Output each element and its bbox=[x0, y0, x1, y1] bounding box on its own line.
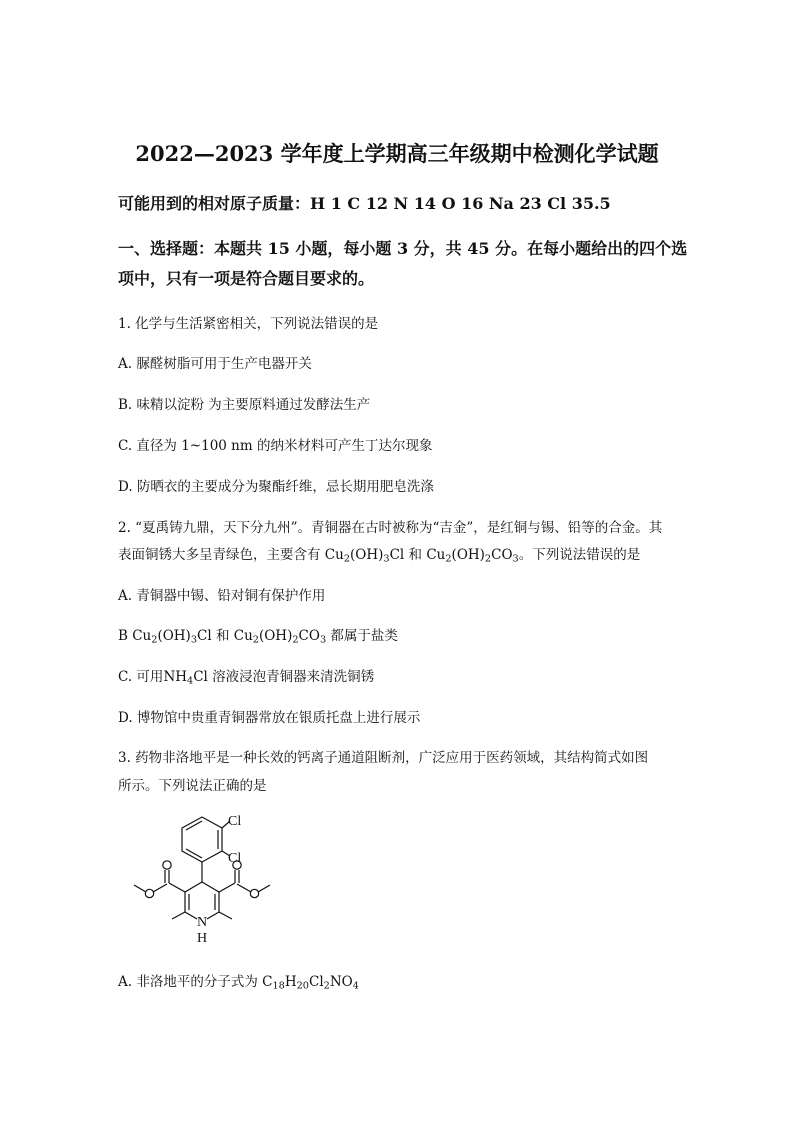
q1-option-a: A. 脲醛树脂可用于生产电器开关 bbox=[118, 356, 312, 372]
q3-stem-line1: 3. 药物非洛地平是一种长效的钙离子通道阻断剂，广泛应用于医药领域，其结构简式如图 bbox=[118, 750, 649, 766]
q1-option-c: C. 直径为 1~100 nm 的纳米材料可产生丁达尔现象 bbox=[118, 438, 433, 454]
hydrogen-label: H bbox=[197, 931, 208, 946]
q3-stem-line2: 所示。下列说法正确的是 bbox=[118, 778, 267, 794]
q2-stem-text: 表面铜锈大多呈青绿色，主要含有 bbox=[118, 547, 325, 563]
q2-stem-end: 。下列说法错误的是 bbox=[518, 547, 641, 563]
q2-option-a: A. 青铜器中锡、铅对铜有保护作用 bbox=[118, 588, 326, 604]
atomic-masses: 可能用到的相对原子质量：H 1 C 12 N 14 O 16 Na 23 Cl 35.5 bbox=[118, 194, 611, 213]
formula-cu2oh3cl: $Cu_2(OH)_3Cl$ bbox=[132, 628, 212, 646]
q2-stem-and: 和 bbox=[404, 547, 427, 563]
chlorine-label-bottom: Cl bbox=[228, 851, 242, 866]
q2-option-c-label: C. 可用 bbox=[118, 669, 164, 685]
section-heading-line2: 项中，只有一项是符合题目要求的。 bbox=[118, 269, 375, 288]
section-heading-line1: 一、选择题：本题共 15 小题，每小题 3 分，共 45 分。在每小题给出的四个选 bbox=[118, 239, 688, 258]
q1-option-b: B. 味精以淀粉 为主要原料通过发酵法生产 bbox=[118, 397, 371, 413]
q2-option-c bbox=[118, 665, 374, 685]
q2-stem-line1: 2. “夏禹铸九鼎，天下分九州”。青铜器在古时被称为“吉金”，是红铜与锡、铅等的合金。其 bbox=[118, 520, 663, 536]
exam-title: 2022—2023 学年度上学期高三年级期中检测化学试题 bbox=[135, 141, 659, 166]
q2-option-b-label: B bbox=[118, 628, 133, 644]
q2-option-d: D. 博物馆中贵重青铜器常放在银质托盘上进行展示 bbox=[118, 710, 421, 726]
formula-felodipine: $C_{18}H_{20}Cl_2NO_4$ bbox=[262, 974, 359, 992]
formula-cu2oh2co3: $Cu_2(OH)_2CO_3$ bbox=[426, 547, 519, 565]
formula-cu2oh2co3: $Cu_2(OH)_2CO_3$ bbox=[233, 628, 327, 646]
q1-stem: 1. 化学与生活紧密相关，下列说法错误的是 bbox=[118, 316, 379, 332]
q2-option-b-and: 和 bbox=[211, 628, 234, 644]
q1-option-d: D. 防晒衣的主要成分为聚酯纤维，忌长期用肥皂洗涤 bbox=[118, 479, 434, 495]
formula-cu2oh3cl: $Cu_2(OH)_3Cl$ bbox=[324, 547, 405, 565]
formula-nh4cl: $NH_4Cl$ bbox=[163, 669, 208, 687]
q3-option-a-text: A. 非洛地平的分子式为 bbox=[118, 974, 263, 990]
nitrogen-label: N bbox=[197, 915, 208, 930]
q2-option-b-end: 都属于盐类 bbox=[326, 628, 398, 644]
felodipine-structure-diagram bbox=[118, 808, 278, 950]
q2-stem-line2 bbox=[118, 543, 640, 563]
q3-option-a bbox=[118, 970, 359, 990]
q2-option-c-end: 溶液浸泡青铜器来清洗铜锈 bbox=[207, 669, 375, 685]
chlorine-label-top: Cl bbox=[228, 814, 242, 829]
q2-option-b bbox=[118, 624, 398, 644]
